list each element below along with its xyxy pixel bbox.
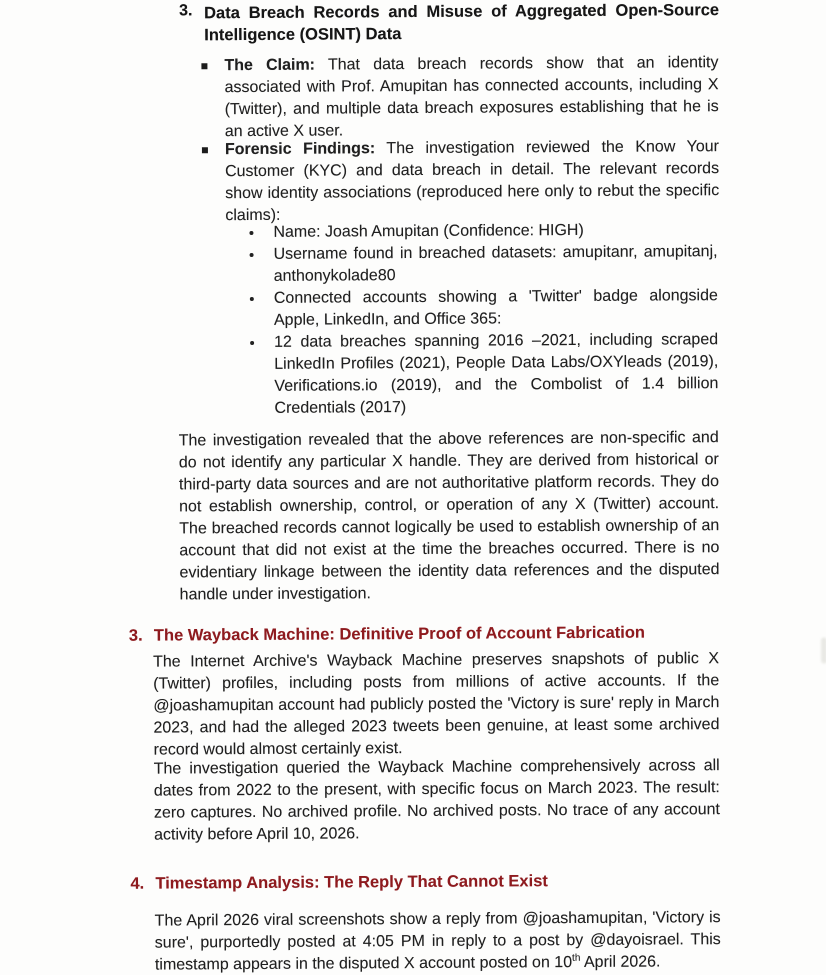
timestamp-section-title: Timestamp Analysis: The Reply That Cannot Exist [155, 872, 548, 893]
square-bullet-icon [202, 139, 226, 227]
dot-bullet-icon [248, 288, 274, 332]
ordinal-suffix: th [572, 952, 581, 964]
list-item [248, 285, 718, 332]
osint-section-title: Data Breach Records and Misuse of Aggregated Open-Source Intelligence (OSINT) Data [204, 1, 720, 45]
wayback-paragraph-2: The investigation queried the Wayback Machine comprehensively across all dates from 2022 to the present, with specific focus on March 2023. The result: zero captures. No archived profile. No archived posts. No trace of any account activity before April 10, 2026. [153, 757, 721, 844]
identity-associations-list [247, 219, 718, 420]
scan-smudge-artifact [821, 637, 826, 663]
dot-bullet-icon [248, 244, 274, 288]
dot-bullet-icon [247, 222, 273, 244]
claim-paragraph [224, 52, 719, 143]
wayback-section-heading [129, 621, 721, 647]
list-item [248, 241, 718, 288]
claim-bullet-item [201, 52, 719, 143]
forensic-findings-label: Forensic Findings: [224, 140, 376, 159]
list-item [247, 219, 717, 244]
forensic-findings-paragraph [225, 136, 720, 227]
timestamp-section-heading [130, 869, 722, 895]
osint-section-heading [179, 0, 719, 46]
osint-conclusion-paragraph: The investigation revealed that the above references are non-specific and do not identify any particular X handle. They are derived from historical or third-party data sources and are not authoritative platform records. They do not establish ownership, control, or operation of any X (Twitter) account. The breached records cannot logically be used to establish ownership of an account that did not exist at the time the breaches occurred. There is no evidentiary linkage between the identity data references and the disputed handle under investigation. [178, 429, 720, 604]
identity-name-item: Name: Joash Amupitan (Confidence: HIGH) [273, 221, 584, 241]
timestamp-paragraph [155, 907, 721, 975]
list-item [248, 329, 719, 420]
identity-username-item: Username found in breached datasets: amupitanr, amupitanj, anthonykolade80 [273, 243, 718, 285]
wayback-section-title: The Wayback Machine: Definitive Proof of Account Fabrication [153, 623, 646, 645]
forensic-findings-text: The investigation reviewed the Know Your Customer (KYC) and data breach in detail. The relevant records show identity associations (reproduced here only to rebut the specific claims): [225, 138, 720, 225]
osint-section-number: 3. [179, 2, 193, 20]
identity-breaches-item: 12 data breaches spanning 2016 –2021, including scraped LinkedIn Profiles (2021), People Data Labs/OXYleads (2019), Verifications.io (2019), and the Combolist of 1.4 billion Credentials (2017) [274, 331, 719, 417]
claim-label: The Claim: [224, 56, 316, 75]
claim-text: That data breach records show that an identity associated with Prof. Amupitan has connected accounts, including X (Twitter), and multiple data breach exposures establishing that he is an active X user. [224, 54, 719, 141]
wayback-section-number: 3. [128, 626, 143, 645]
dot-bullet-icon [248, 332, 275, 420]
forensic-findings-bullet-item [202, 136, 720, 227]
timestamp-paragraph-end: April 2026. [580, 953, 661, 971]
timestamp-section-number: 4. [130, 874, 145, 893]
timestamp-paragraph-start: The April 2026 viral screenshots show a reply from @joashamupitan, 'Victory is sure', purportedly posted at 4:05 PM in reply to a post by @dayoisrael. This timestamp appears in the disputed X account posted on 10 [154, 909, 721, 974]
wayback-paragraph-1: The Internet Archive's Wayback Machine preserves snapshots of public X (Twitter) profiles, including posts from millions of active accounts. If the @joashamupitan account had publicly posted the 'Victory is sure' reply in March 2023, and had the alleged 2023 tweets been genuine, at least some archived record would almost certainly exist. [153, 650, 720, 759]
identity-connected-accounts-item: Connected accounts showing a 'Twitter' badge alongside Apple, LinkedIn, and Office 365: [273, 287, 718, 329]
square-bullet-icon [201, 55, 225, 143]
